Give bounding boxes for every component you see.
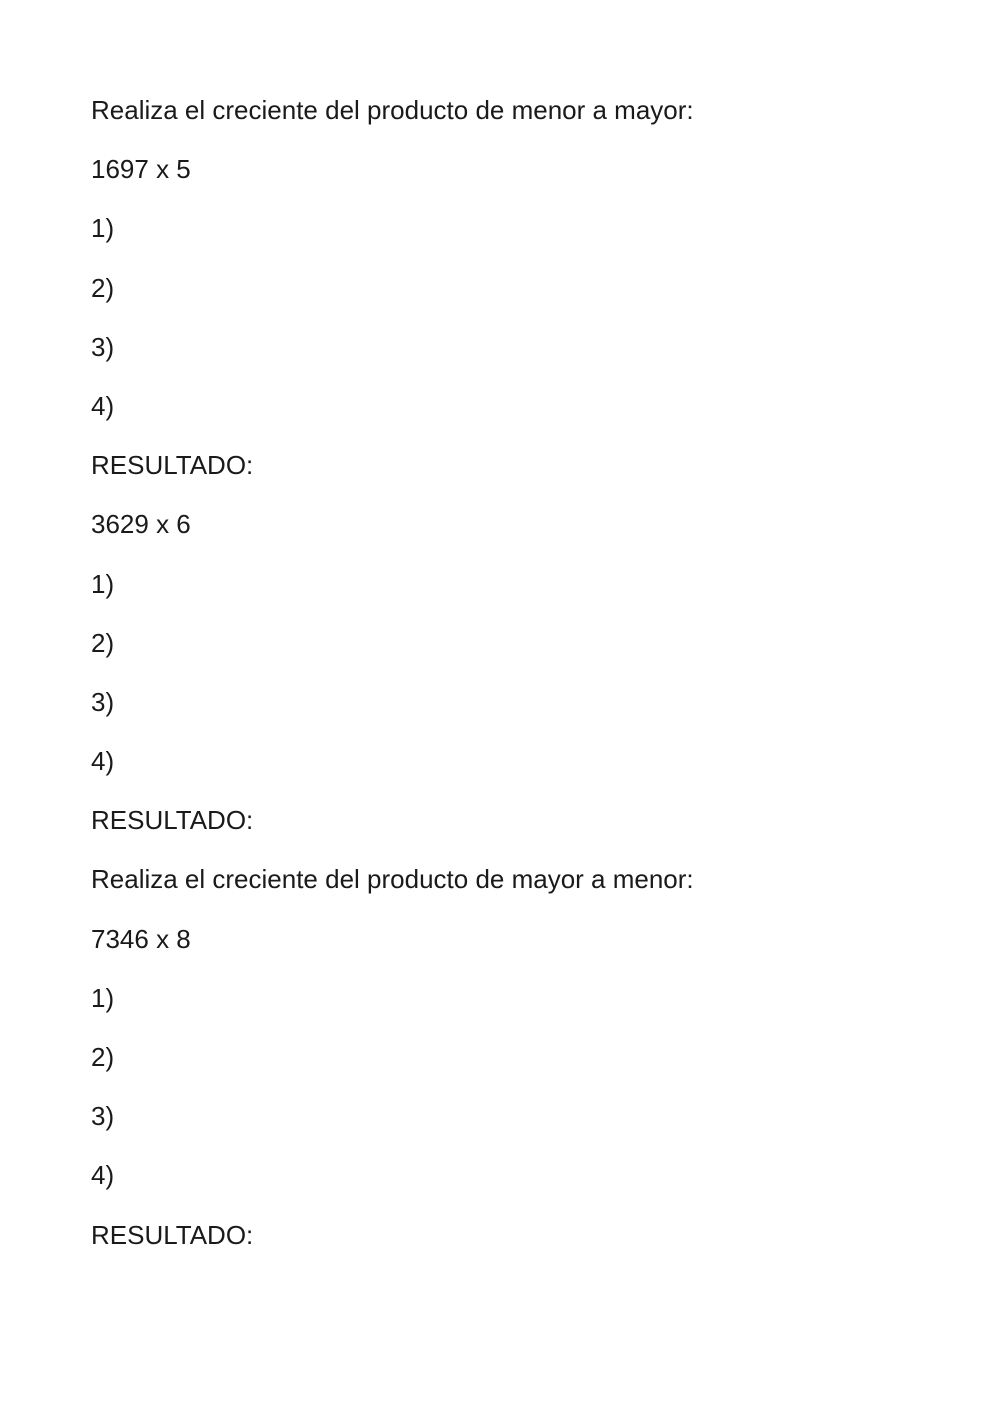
step-3-1: 1) bbox=[91, 982, 115, 1013]
operation-1: 1697 x 5 bbox=[91, 154, 191, 185]
instruction-descending: Realiza el creciente del producto de mayor a menor: bbox=[91, 864, 694, 895]
step-1-4: 4) bbox=[91, 390, 115, 421]
step-2-3: 3) bbox=[91, 686, 115, 717]
step-2-4: 4) bbox=[91, 746, 115, 777]
result-label-2: RESULTADO: bbox=[91, 805, 254, 836]
step-3-4: 4) bbox=[91, 1160, 115, 1191]
step-1-1: 1) bbox=[91, 213, 115, 244]
step-2-1: 1) bbox=[91, 568, 115, 599]
instruction-ascending: Realiza el creciente del producto de menor a mayor: bbox=[91, 95, 694, 125]
result-label-3: RESULTADO: bbox=[91, 1219, 254, 1250]
worksheet-content bbox=[91, 88, 951, 1272]
step-3-2: 2) bbox=[91, 1042, 115, 1072]
operation-2: 3629 x 6 bbox=[91, 509, 191, 540]
result-label-1: RESULTADO: bbox=[91, 450, 254, 481]
operation-3: 7346 x 8 bbox=[91, 923, 191, 954]
step-3-3: 3) bbox=[91, 1101, 115, 1132]
step-1-3: 3) bbox=[91, 331, 115, 362]
step-2-2: 2) bbox=[91, 627, 115, 658]
step-1-2: 2) bbox=[91, 272, 115, 303]
